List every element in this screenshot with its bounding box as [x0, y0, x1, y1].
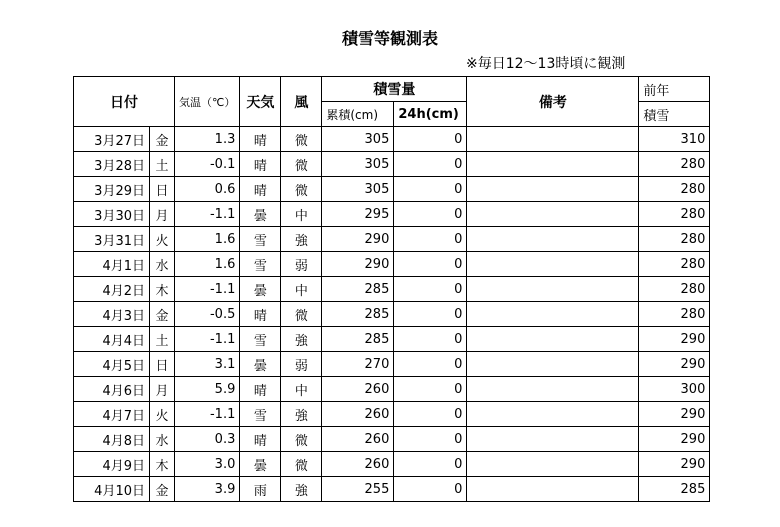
- header-temp: 気温（℃）: [175, 77, 240, 127]
- row-weekday: 金: [150, 477, 175, 502]
- row-remarks: [467, 202, 639, 227]
- row-weather: 晴: [240, 302, 281, 327]
- row-prev-year: 280: [639, 302, 710, 327]
- row-cumulative: 260: [322, 427, 394, 452]
- table-row: [74, 227, 710, 252]
- row-prev-year: 300: [639, 377, 710, 402]
- row-24h: 0: [394, 352, 467, 377]
- row-prev-year: 290: [639, 352, 710, 377]
- row-wind: 弱: [281, 252, 322, 277]
- row-wind: 中: [281, 202, 322, 227]
- row-24h: 0: [394, 327, 467, 352]
- row-weekday: 月: [150, 377, 175, 402]
- row-24h: 0: [394, 427, 467, 452]
- row-remarks: [467, 377, 639, 402]
- row-weather: 雪: [240, 327, 281, 352]
- row-prev-year: 280: [639, 252, 710, 277]
- row-weekday: 土: [150, 152, 175, 177]
- row-wind: 中: [281, 377, 322, 402]
- row-weekday: 水: [150, 427, 175, 452]
- row-date: 3月29日: [74, 177, 150, 202]
- row-remarks: [467, 352, 639, 377]
- row-wind: 中: [281, 277, 322, 302]
- row-weather: 曇: [240, 452, 281, 477]
- row-date: 4月9日: [74, 452, 150, 477]
- row-temp: 3.1: [175, 352, 240, 377]
- row-date: 4月5日: [74, 352, 150, 377]
- row-cumulative: 285: [322, 277, 394, 302]
- table-row: [74, 452, 710, 477]
- table-row: [74, 277, 710, 302]
- row-weather: 晴: [240, 377, 281, 402]
- table-body: [74, 127, 710, 502]
- row-cumulative: 285: [322, 302, 394, 327]
- row-remarks: [467, 127, 639, 152]
- row-remarks: [467, 152, 639, 177]
- row-24h: 0: [394, 277, 467, 302]
- header-cumulative: 累積(cm): [322, 102, 394, 127]
- row-cumulative: 260: [322, 452, 394, 477]
- row-24h: 0: [394, 202, 467, 227]
- row-temp: -0.1: [175, 152, 240, 177]
- row-wind: 微: [281, 452, 322, 477]
- row-temp: -1.1: [175, 277, 240, 302]
- row-temp: 1.6: [175, 252, 240, 277]
- table-row: [74, 352, 710, 377]
- row-wind: 微: [281, 302, 322, 327]
- row-wind: 微: [281, 177, 322, 202]
- row-weather: 晴: [240, 177, 281, 202]
- row-cumulative: 305: [322, 177, 394, 202]
- row-temp: 3.9: [175, 477, 240, 502]
- header-remarks: 備考: [467, 77, 639, 127]
- row-wind: 強: [281, 402, 322, 427]
- table-row: [74, 427, 710, 452]
- row-remarks: [467, 427, 639, 452]
- row-cumulative: 285: [322, 327, 394, 352]
- row-weather: 晴: [240, 152, 281, 177]
- table-row: [74, 327, 710, 352]
- page-title: 積雪等観測表: [341, 29, 438, 48]
- row-date: 4月7日: [74, 402, 150, 427]
- row-remarks: [467, 477, 639, 502]
- observation-note: ※毎日12～13時頃に観測: [466, 56, 626, 72]
- row-weather: 晴: [240, 127, 281, 152]
- row-cumulative: 305: [322, 127, 394, 152]
- header-24h: 24h(cm): [394, 102, 467, 127]
- row-weekday: 水: [150, 252, 175, 277]
- row-weather: 雨: [240, 477, 281, 502]
- row-remarks: [467, 227, 639, 252]
- row-weather: 雪: [240, 402, 281, 427]
- row-date: 4月4日: [74, 327, 150, 352]
- row-temp: 1.6: [175, 227, 240, 252]
- row-wind: 強: [281, 477, 322, 502]
- table-row: [74, 302, 710, 327]
- row-weather: 曇: [240, 352, 281, 377]
- row-prev-year: 285: [639, 477, 710, 502]
- row-weather: 雪: [240, 252, 281, 277]
- row-temp: 1.3: [175, 127, 240, 152]
- header-prev-year: 前年: [639, 77, 710, 102]
- row-24h: 0: [394, 302, 467, 327]
- row-prev-year: 290: [639, 452, 710, 477]
- row-weekday: 日: [150, 352, 175, 377]
- row-24h: 0: [394, 152, 467, 177]
- row-weekday: 金: [150, 302, 175, 327]
- row-wind: 強: [281, 327, 322, 352]
- row-temp: 3.0: [175, 452, 240, 477]
- row-weekday: 金: [150, 127, 175, 152]
- row-weekday: 木: [150, 452, 175, 477]
- row-24h: 0: [394, 477, 467, 502]
- row-date: 4月8日: [74, 427, 150, 452]
- table-row: [74, 202, 710, 227]
- row-prev-year: 280: [639, 202, 710, 227]
- row-remarks: [467, 327, 639, 352]
- row-date: 3月30日: [74, 202, 150, 227]
- row-cumulative: 305: [322, 152, 394, 177]
- row-date: 3月31日: [74, 227, 150, 252]
- row-wind: 微: [281, 152, 322, 177]
- row-date: 4月10日: [74, 477, 150, 502]
- row-date: 3月28日: [74, 152, 150, 177]
- row-wind: 強: [281, 227, 322, 252]
- table-row: [74, 152, 710, 177]
- row-prev-year: 280: [639, 277, 710, 302]
- row-date: 4月3日: [74, 302, 150, 327]
- header-date: 日付: [74, 77, 175, 127]
- row-24h: 0: [394, 177, 467, 202]
- table-row: [74, 252, 710, 277]
- row-date: 4月1日: [74, 252, 150, 277]
- row-temp: 0.6: [175, 177, 240, 202]
- row-weather: 曇: [240, 277, 281, 302]
- row-24h: 0: [394, 127, 467, 152]
- row-24h: 0: [394, 377, 467, 402]
- row-24h: 0: [394, 252, 467, 277]
- row-weekday: 月: [150, 202, 175, 227]
- row-wind: 弱: [281, 352, 322, 377]
- row-cumulative: 260: [322, 377, 394, 402]
- row-cumulative: 290: [322, 252, 394, 277]
- row-wind: 微: [281, 427, 322, 452]
- row-remarks: [467, 177, 639, 202]
- row-prev-year: 280: [639, 227, 710, 252]
- row-remarks: [467, 452, 639, 477]
- row-remarks: [467, 302, 639, 327]
- header-prev-snow: 積雪: [639, 102, 710, 127]
- row-24h: 0: [394, 227, 467, 252]
- row-cumulative: 290: [322, 227, 394, 252]
- row-temp: -0.5: [175, 302, 240, 327]
- row-weekday: 火: [150, 402, 175, 427]
- row-weekday: 土: [150, 327, 175, 352]
- row-date: 3月27日: [74, 127, 150, 152]
- row-24h: 0: [394, 452, 467, 477]
- table-row: [74, 477, 710, 502]
- row-temp: -1.1: [175, 402, 240, 427]
- row-wind: 微: [281, 127, 322, 152]
- row-cumulative: 260: [322, 402, 394, 427]
- row-cumulative: 270: [322, 352, 394, 377]
- row-weather: 晴: [240, 427, 281, 452]
- row-date: 4月2日: [74, 277, 150, 302]
- row-weather: 曇: [240, 202, 281, 227]
- row-weather: 雪: [240, 227, 281, 252]
- header-wind: 風: [281, 77, 322, 127]
- row-temp: 0.3: [175, 427, 240, 452]
- table-row: [74, 177, 710, 202]
- row-weekday: 日: [150, 177, 175, 202]
- header-snow-amount: 積雪量: [322, 77, 467, 102]
- row-remarks: [467, 252, 639, 277]
- row-temp: -1.1: [175, 202, 240, 227]
- table-row: [74, 127, 710, 152]
- row-prev-year: 280: [639, 152, 710, 177]
- row-prev-year: 290: [639, 402, 710, 427]
- row-remarks: [467, 402, 639, 427]
- row-prev-year: 290: [639, 427, 710, 452]
- snow-observation-table: [73, 76, 710, 502]
- row-prev-year: 310: [639, 127, 710, 152]
- header-weather: 天気: [240, 77, 281, 127]
- row-weekday: 火: [150, 227, 175, 252]
- table-row: [74, 377, 710, 402]
- row-temp: 5.9: [175, 377, 240, 402]
- row-date: 4月6日: [74, 377, 150, 402]
- row-cumulative: 295: [322, 202, 394, 227]
- row-prev-year: 280: [639, 177, 710, 202]
- table-row: [74, 402, 710, 427]
- row-temp: -1.1: [175, 327, 240, 352]
- row-cumulative: 255: [322, 477, 394, 502]
- row-prev-year: 290: [639, 327, 710, 352]
- row-24h: 0: [394, 402, 467, 427]
- row-remarks: [467, 277, 639, 302]
- row-weekday: 木: [150, 277, 175, 302]
